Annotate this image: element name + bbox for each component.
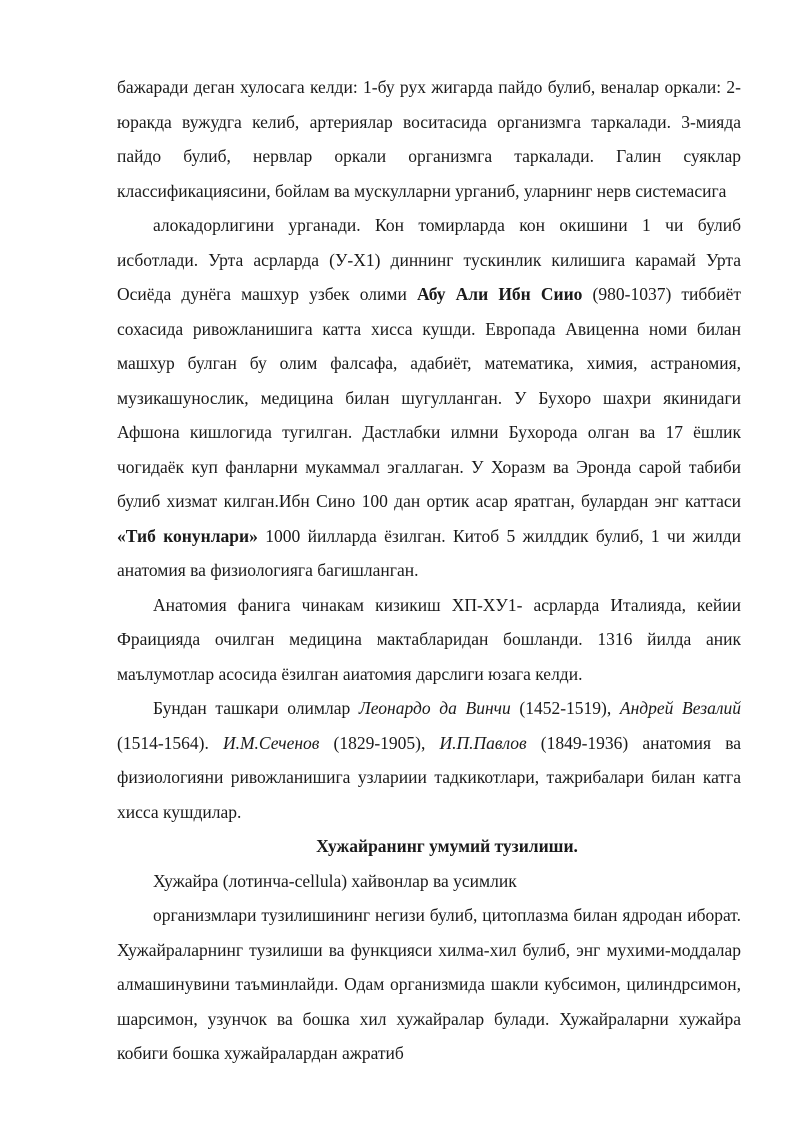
paragraph-4-text-c: (1514-1564). (117, 732, 223, 753)
paragraph-5: Хужайра (лотинча-cellula) хайвонлар ва усимлик (153, 870, 517, 891)
paragraph-4-text-e: (1849-1936) анатомия ва физиологияни ривожланишига узлариии тадкикотлари, тажрибалари билан катга хисса кушдилар. (117, 732, 741, 822)
scholar-name-sechenov: И.М.Сеченов (222, 732, 320, 753)
paragraph-2-text-c: 1000 йилларда ёзилган. Китоб 5 жилддик булиб, 1 чи жилди анатомия ва физиологияга багишланган. (117, 525, 741, 580)
document-page (117, 70, 741, 1071)
paragraph-2-text-a: алокадорлигини урганади. Кон томирларда кон окишини 1 чи булиб исботлади. Урта асрларда (У-Х1) диннинг тускинлик килишига карамай Урта Осиёда дунёга машхур узбек олими (117, 215, 741, 304)
scholar-name-ibn-sino: Абу Али Ибн Сиио (416, 284, 583, 304)
paragraph-1: бажаради деган хулосага келди: 1-бу рух жигарда пайдо булиб, веналар оркали: 2-юракда вужудга келиб, артериялар воситасида организмга таркалади. 3-мияда пайдо булиб, нервлар оркали организмга таркалади. Галин суяклар классификациясини, бойлам ва мускулларни урганиб, уларнинг нерв системасига (117, 77, 741, 201)
paragraph-6: организмлари тузилишининг негизи булиб, цитоплазма билан ядродан иборат. Хужайраларнинг тузилиши ва функцияси хилма-хил булиб, энг мухими-моддалар алмашинувини таъминлайди. Одам организмида шакли кубсимон, цилиндрсимон, шарсимон, узунчок ва бошка хил хужайралар булади. Хужайраларни хужайра кобиги бошка хужайралардан ажратиб (117, 905, 741, 1063)
paragraph-4 (117, 691, 741, 829)
paragraph-4-text-d: (1829-1905), (319, 732, 440, 753)
paragraph-3: Анатомия фанига чинакам кизикиш ХП-ХУ1- асрларда Италияда, кейии Фраицияда очилган медицина мактабларидан бошланди. 1316 йилда аник маълумотлар асосида ёзилган аиатомия дарслиги юзага келди. (117, 594, 741, 684)
paragraph-2 (117, 208, 741, 588)
scholar-name-vesalius: Андрей Везалий (619, 698, 741, 718)
scholar-name-pavlov: И.П.Павлов (439, 732, 527, 753)
paragraph-2-text-b: (980-1037) тиббиёт сохасида ривожланишига катта хисса кушди. Европада Авиценна номи билан машхур булган бу олим фалсафа, адабиёт, математика, химия, астраномия, музикашунослик, медицина билан шугулланган. У Бухоро шахри якинидаги Афшона кишлогида тугилган. Дастлабки илмни Бухорода олган ва 17 ёшлик чогидаёк куп фанларни мукаммал эгаллаган. У Хоразм ва Эронда сарой табиби булиб хизмат килган.Ибн Сино 100 дан ортик асар яратган, булардан энг каттаси (117, 284, 741, 511)
paragraph-4-text-a: Бундан ташкари олимлар (153, 698, 359, 718)
section-heading: Хужайранинг умумий тузилиши. (316, 836, 578, 856)
book-title: «Тиб конунлари» (117, 525, 258, 546)
scholar-name-leonardo: Леонардо да Винчи (358, 698, 511, 718)
paragraph-4-text-b: (1452-1519), (510, 698, 620, 718)
